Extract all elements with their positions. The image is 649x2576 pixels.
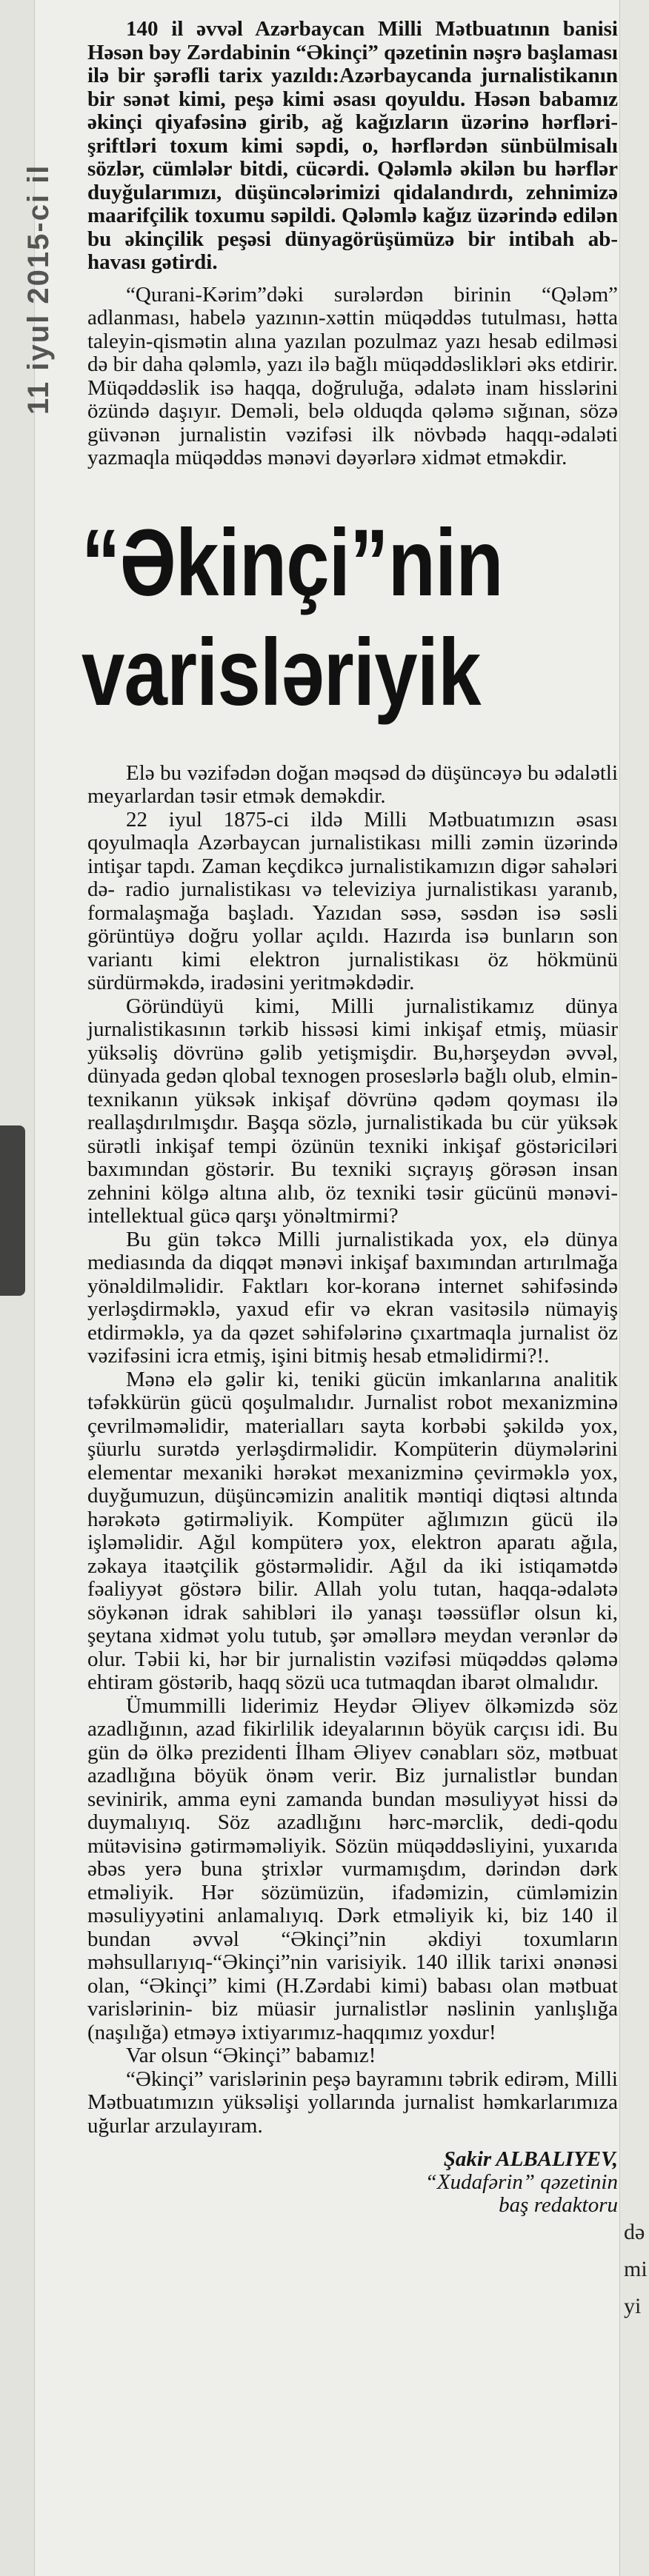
author-title-line-1: “Xudafərin” qəzetinin [425, 2170, 618, 2194]
body-paragraph: Göründüyü kimi, Milli jurnalistikamız dünya jurnalistikasının tərkib hissəsi kimi inkişaf etmiş, müasir yüksəliş dövrünə gəlib yetişmişdir. Bu,hərşeydən əvvəl, dünyada gedən qlobal texnogen proseslərlə bağlı olub, elmin-texnikanın yüksək inkişaf dövrünə qədəm qoyması ilə reallaşdırılmışdır. Başqa sözlə, jurnalistikada bu cür yüksək sürətli inkişaf tempi özünün texniki inkişaf göstəriciləri baxımından göstərir. Bu texniki sıçrayış görəsən insan zehnini kölgə altına alıb, öz texniki təsir gücünü mənəvi-intellektual gücə qarşı yönəltmirmi? [87, 994, 618, 1228]
body-paragraph: 22 iyul 1875-ci ildə Milli Mətbuatımızın əsası qoyulmaqla Azərbaycan jurnalistikası milli zəmin üzərində intişar tapdı. Zaman keçdikcə jurnalistikamızın digər sahələri də- radio jurnalistikası və televiziya jurnalistikası yaranıb, formalaşmağa başladı. Yazıdan səsə, səsdən isə səsli görüntüyə doğru yollar açıldı. Hazırda isə bunların son variantı kimi elektron jurnalistikası öz hökmünü sürdürməkdə, iradəsini yeritməkdədir. [87, 807, 618, 994]
author-title-line-2: baş redaktoru [499, 2193, 618, 2217]
article-body [87, 762, 618, 2138]
author-signature [87, 2148, 618, 2217]
lede-paragraph: 140 il əvvəl Azərbaycan Milli Mətbuatının banisi Həsən bəy Zərdabinin “Əkinçi” qəzetinin nəşrə başlaması ilə bir şərəfli tarix yazıldı:Azərbaycanda jurnalistikanın bir sənət kimi, peşə kimi əsası qoyuldu. Həsən babamız əkinçi qiyafəsinə girib, ağ kağızların üzərinə hərfləri- şriftləri toxum kimi səpdi, o, hərflərdən sünbülmisalı sözlər, cümlələr bitdi, cücərdi. Qələmlə əkilən bu hərflər duyğularımızı, düşüncələrimizi qidalandırdı, zehnimizə maarifçilik toxumu səpildi. Qələmlə kağız üzərində edilən bu əkinçilik peşəsi dünyagörüşümüzə bir intibah ab-havası gətirdi. [87, 17, 618, 274]
body-paragraph: Elə bu vəzifədən doğan məqsəd də düşüncəyə bu ədalətli meyarlardan təsir etmək deməkdir. [87, 760, 618, 808]
article [81, 0, 618, 2217]
right-fragment: yi [624, 2294, 642, 2318]
right-fragment: mi [624, 2257, 648, 2281]
headline-line-1: “Əkinçi”nin [81, 509, 503, 616]
body-paragraph: Var olsun “Əkinçi” babamız! [126, 2044, 376, 2067]
headline-line-2: varisləriyik [81, 619, 481, 726]
headline [81, 509, 628, 728]
right-margin-strip [619, 0, 649, 2576]
right-fragment: də [624, 2220, 645, 2244]
body-paragraph: “Əkinçi” varislərinin peşə bayramını təbrik edirəm, Milli Mətbuatımızın yüksəlişi yollarında jurnalist həmkarlarımıza uğurlar arzulayıram. [87, 2067, 618, 2138]
body-paragraph: Bu gün təkcə Milli jurnalistikada yox, elə dünya mediasında da diqqət mənəvi inkişaf baxımından artırılmağa yönəldilməlidir. Faktları kor-koranə internet səhifəsində yerləşdirməklə, yaxud efir və ekran vasitəsilə nümayiş etdirməklə, ya da qəzet səhifələrinə çıxartmaqla jurnalist öz vəzifəsini icra etmiş, işini bitmiş hesab etməlidirmi?!. [87, 1227, 618, 1368]
right-column-fragments [624, 2214, 648, 2325]
margin-date: 11 iyul 2015-ci il [22, 164, 55, 415]
author-name: Şakir ALBALIYEV, [443, 2147, 618, 2171]
left-ink-blot [0, 1125, 25, 1296]
body-paragraph: Mənə elə gəlir ki, teniki gücün imkanlarına analitik təfəkkürün gücü qoşulmalıdır. Jurnalist robot mexanizminə çevrilməməlidir, materialları sayta korbəbi şəkildə yox, şüurlu surətdə yerləşdirməlidir. Kompüterin düymələrini elementar mexaniki hərəkət mexanizminə çevirməklə yox, duyğumuzun, düşüncəmizin analitik məntiqi diqtəsi altında hərəkətə gətirməliyik. Kompüter ağlımızın gücü ilə işləməlidir. Ağıl kompüterə yox, elektron aparatı ağıla, zəkaya itaətçilik göstərməlidir. Ağıl da iki istiqamətdə fəaliyyət göstərə bilir. Allah yolu tutan, haqqa-ədalətə söykənən idrak sahibləri ilə yanaşı təəssüflər olsun ki, şeytana xidmət yolu tutub, şər əməllərə meydan verənlər də olur. Təbii ki, hər bir jurnalistin vəzifəsi müqəddəs qələmə ehtiram göstərib, haqq sözü uca tutmaqdan ibarət olmalıdır. [87, 1367, 618, 1694]
body-paragraph: Ümummilli liderimiz Heydər Əliyev ölkəmizdə söz azadlığının, azad fikirlilik ideyalarının böyük carçısı idi. Bu gün də ölkə prezidenti İlham Əliyev cənabları söz, mətbuat azadlığına böyük önəm verir. Biz jurnalistlər bundan sevinirik, amma eyni zamanda bundan məsuliyyət hissi də duymalıyıq. Söz azadlığını hərc-mərclik, dedi-qodu mütəvisinə gətirməməliyik. Sözün müqəddəsliyini, yuxarıda əbəs yerə buna ştrixlər vurmamışdım, dərindən dərk etməliyik. Hər sözümüzün, ifadəmizin, cümləmizin məsuliyyətini anlamalıyıq. Dərk etməliyik ki, biz 140 il bundan əvvəl “Əkinçi”nin əkdiyi toxumların məhsullarıyıq-“Əkinçi”nin varisiyik. 140 illik tarixi ənənəsi olan, “Əkinçi” kimi (H.Zərdabi kimi) babası olan mətbuat varislərinin- biz müasir jurnalistlər nəslinin yanlışlığa (naşılığa) etməyə ixtiyarımız-haqqımız yoxdur! [87, 1693, 618, 2044]
intro-paragraph: “Qurani-Kərim”dəki surələrdən birinin “Qələm” adlanması, habelə yazının-xəttin müqəddəs tutulması, hətta taleyin-qismətin alına yazılan pozulmaz yazı hesab edilməsi də bir daha qələmlə, yazı ilə bağlı müqəddəslikləri əks etdirir. Müqəddəslik isə haqqa, doğruluğa, ədalətə inam hisslərini özündə daşıyır. Deməli, belə olduqda qələmə sığınan, sözə güvənən jurnalistin vəzifəsi ilk növbədə haqqı-ədaləti yazmaqla müqəddəs mənəvi dəyərlərə xidmət etməkdir. [87, 282, 618, 469]
